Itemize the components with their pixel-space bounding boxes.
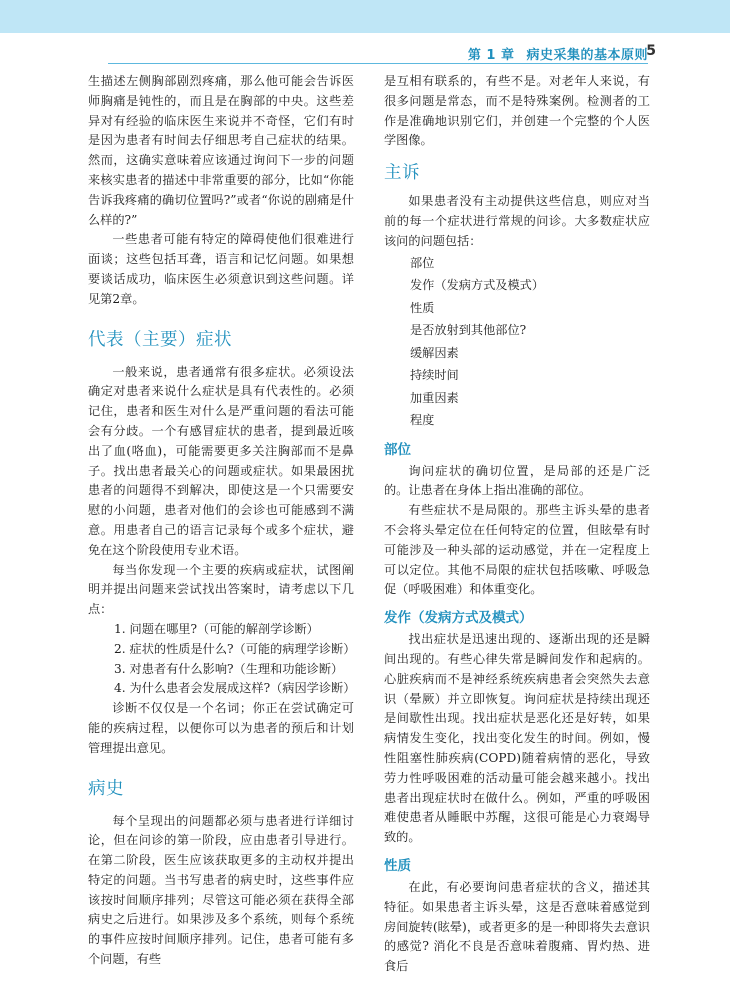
section-heading-history: 病史 [88, 778, 124, 799]
left-column [88, 72, 354, 970]
page-number: 5 [646, 43, 656, 59]
subheading-nature: 性质 [384, 857, 411, 874]
question-list [88, 620, 354, 699]
running-header [0, 33, 730, 73]
header-rule [108, 63, 648, 64]
paragraph: 是互相有联系的，有些不是。对老年人来说，有很多问题是常态，而不是特殊案例。检测者的工作是准确地识别它们，并创建一个完整的个人医学图像。 [384, 74, 650, 148]
list-item: 缓解因素 [410, 345, 459, 360]
subheading-onset: 发作（发病方式及模式） [384, 610, 533, 627]
paragraph: 一些患者可能有特定的障碍使他们很难进行面谈；这些包括耳聋，语言和记忆问题。如果想要谈话成功，临床医生必须意识到这些问题。详见第2章。 [88, 232, 354, 306]
paragraph: 诊断不仅仅是一个名词；你正在尝试确定可能的疾病过程，以便你可以为患者的预后和计划管理提出意见。 [88, 701, 354, 755]
right-column [384, 72, 650, 977]
top-color-band [0, 0, 730, 33]
paragraph: 有些症状不是局限的。那些主诉头晕的患者不会将头晕定位在任何特定的位置，但眩晕有时可能涉及一种头部的运动感觉，并在一定程度上可以定位。其他不局限的症状包括咳嗽、呼吸急促（呼吸困难）和体重变化。 [384, 503, 650, 597]
list-item: 程度 [410, 413, 435, 428]
list-item: 3. 对患者有什么影响?（生理和功能诊断） [114, 661, 344, 676]
list-item: 发作（发病方式及模式） [410, 278, 545, 293]
paragraph: 生描述左侧胸部剧烈疼痛，那么他可能会告诉医师胸痛是钝性的，而且是在胸部的中央。这些差异对有经验的临床医生来说并不奇怪，它们有时是因为患者有时间去仔细思考自己症状的结果。然而，这确实意味着应该通过询问下一步的问题来核实患者的描述中非常重要的部分，比如“你能告诉我疼痛的确切位置吗?”或者“你说的剧痛是什么样的?” [88, 74, 354, 227]
list-item: 加重因素 [410, 390, 459, 405]
section-heading-main-symptoms: 代表（主要）症状 [88, 329, 232, 350]
list-item: 1. 问题在哪里?（可能的解剖学诊断） [114, 621, 319, 636]
section-heading-chief-complaint: 主诉 [384, 163, 420, 184]
paragraph: 每当你发现一个主要的疾病或症状，试图阐明并提出问题来尝试找出答案时，请考虑以下几点： [88, 562, 354, 617]
chapter-title: 病史采集的基本原则 [526, 48, 648, 63]
question-topic-list [384, 252, 650, 432]
list-item: 是否放射到其他部位? [410, 323, 527, 338]
paragraph: 询问症状的确切位置，是局部的还是广泛的。让患者在身体上指出准确的部位。 [384, 463, 650, 498]
chapter-heading [468, 44, 648, 63]
subheading-site: 部位 [384, 441, 411, 458]
paragraph: 在此，有必要询问患者症状的含义，描述其特征。如果患者主诉头晕，这是否意味着感觉到房间旋转(眩晕)，或者更多的是一种即将失去意识的感觉? 消化不良是否意味着腹痛、胃灼热、进食后 [384, 879, 650, 974]
list-item: 4. 为什么患者会发展成这样?（病因学诊断） [114, 681, 356, 696]
chapter-number: 第 1 章 [467, 48, 515, 63]
list-item: 性质 [410, 300, 435, 315]
paragraph: 如果患者没有主动提供这些信息，则应对当前的每一个症状进行常规的问诊。大多数症状应该问的问题包括： [384, 194, 650, 248]
list-item: 部位 [410, 255, 435, 270]
paragraph: 每个呈现出的问题都必须与患者进行详细讨论，但在问诊的第一阶段，应由患者引导进行。在第二阶段，医生应该获取更多的主动权并提出特定的问题。当书写患者的病史时，这些事件应该按时间顺序排列；尽管这可能必须在获得全部病史之后进行。如果涉及多个系统，则每个系统的事件应按时间顺序排列。记住，患者可能有多个问题，有些 [88, 813, 354, 967]
list-item: 持续时间 [410, 368, 459, 383]
paragraph: 一般来说，患者通常有很多症状。必须设法确定对患者来说什么症状是具有代表性的。必须记住，患者和医生对什么是严重问题的看法可能会有分歧。一个有感冒症状的患者，提到最近咳出了血(咯血)，可能需要更多关注胸部而不是鼻子。找出患者最关心的问题或症状。如果最困扰患者的问题得不到解决，即使这是一个只需要安慰的小问题，患者对他们的会诊也可能感到不满意。用患者自己的语言记录每个或多个症状，避免在这个阶段使用专业术语。 [88, 364, 354, 557]
paragraph: 找出症状是迅速出现的、逐渐出现的还是瞬间出现的。有些心律失常是瞬间发作和起病的。心脏疾病而不是神经系统疾病患者会突然失去意识（晕厥）并立即恢复。询问症状是持续出现还是间歇性出现。找出症状是恶化还是好转，如果病情发生变化，找出变化发生的时间。例如，慢性阻塞性肺疾病(COPD)随着病情的恶化，导致劳力性呼吸困难的活动量可能会越来越小。找出患者出现症状时在做什么。例如，严重的呼吸困难使患者从睡眠中苏醒，这很可能是心力衰竭导致的。 [384, 632, 650, 845]
list-item: 2. 症状的性质是什么?（可能的病理学诊断） [114, 641, 356, 656]
